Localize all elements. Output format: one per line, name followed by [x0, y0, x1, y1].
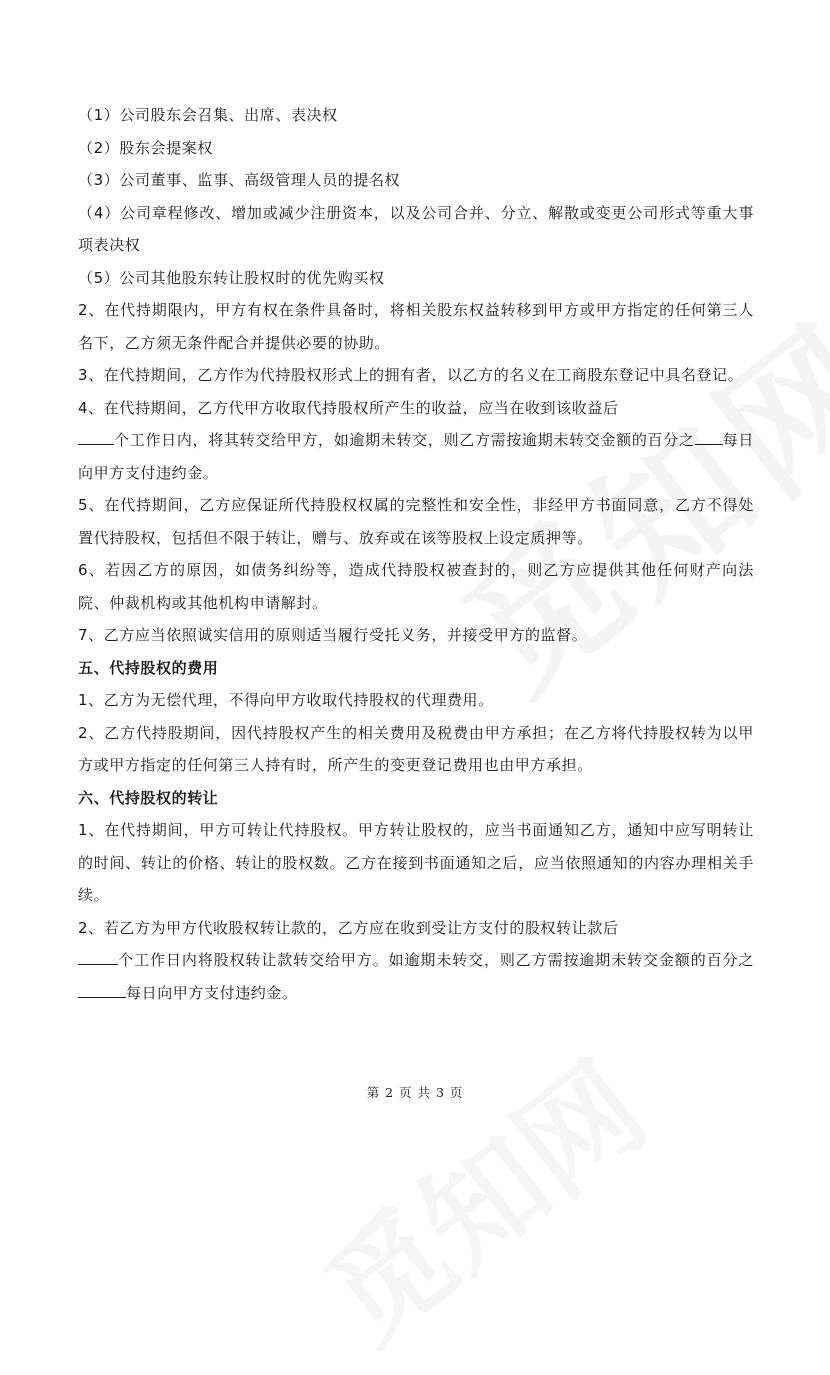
page-number: 第 2 页 共 3 页: [366, 1085, 464, 1100]
paragraph-6-2-line1: 2、若乙方为甲方代收股权转让款的，乙方应在收到受让方支付的股权转让款后: [78, 918, 619, 937]
paragraph: （3）公司董事、监事、高级管理人员的提名权: [78, 171, 401, 189]
paragraph: 2、乙方代持股期间，因代持股权产生的相关费用及税费由甲方承担；在乙方将代持股权转为以甲方或甲方指定的任何第三人持有时，所产生的变更登记费用也由甲方承担。: [78, 723, 754, 774]
paragraph: 7、乙方应当依照诚实信用的原则适当履行受托义务，并接受甲方的监督。: [78, 626, 588, 644]
blank-percent: [695, 426, 723, 445]
paragraph: 6、若因乙方的原因，如债务纠纷等，造成代持股权被查封的，则乙方应提供其他任何财产向法院、仲裁机构或其他机构申请解封。: [78, 561, 754, 612]
paragraph-4-end: 每日向甲方支付违约金。: [78, 431, 754, 482]
section-heading: 六、代持股权的转让: [78, 788, 219, 807]
paragraph: （2）股东会提案权: [78, 138, 213, 157]
blank-days: [78, 426, 114, 445]
paragraph-4: [78, 392, 754, 490]
paragraph-6-2-end: 每日向甲方支付违约金。: [126, 983, 298, 1002]
paragraph: 5、在代持期间，乙方应保证所代持股权权属的完整性和安全性，非经甲方书面同意，乙方不得处置代持股权，包括但不限于转让，赠与、放弃或在该等股权上设定质押等。: [78, 496, 754, 547]
paragraph-6-2: [78, 912, 754, 1010]
paragraph-4-line1: 4、在代持期间，乙方代甲方收取代持股权所产生的收益，应当在收到该收益后: [78, 398, 619, 417]
blank-percent: [78, 979, 126, 998]
watermark-bottom: [285, 1017, 675, 1374]
paragraph: （5）公司其他股东转让股权时的优先购买权: [78, 268, 385, 287]
paragraph: 1、在代持期间，甲方可转让代持股权。甲方转让股权的，应当书面通知乙方，通知中应写明转让的时间、转让的价格、转让的股权数。乙方在接到书面通知之后，应当依照通知的内容办理相关手续。: [78, 821, 754, 904]
paragraph-6-2-mid: 个工作日内将股权转让款转交给甲方。如逾期未转交，则乙方需按逾期未转交金额的百分之: [118, 951, 754, 969]
paragraph: 2、在代持期限内，甲方有权在条件具备时，将相关股东权益转移到甲方或甲方指定的任何第三人名下，乙方须无条件配合并提供必要的协助。: [78, 301, 754, 352]
paragraph: 1、乙方为无偿代理，不得向甲方收取代持股权的代理费用。: [78, 691, 494, 709]
paragraph: （4）公司章程修改、增加或减少注册资本，以及公司合并、分立、解散或变更公司形式等重大事项表决权: [78, 203, 754, 254]
paragraph: 3、在代持期间，乙方作为代持股权形式上的拥有者，以乙方的名义在工商股东登记中具名登记。: [78, 366, 744, 384]
document-body: [78, 99, 754, 1009]
blank-days: [78, 946, 118, 965]
section-heading: 五、代持股权的费用: [78, 658, 219, 677]
paragraph: （1）公司股东会召集、出席、表决权: [78, 106, 338, 124]
paragraph-4-mid: 个工作日内，将其转交给甲方，如逾期未转交，则乙方需按逾期未转交金额的百分之: [114, 431, 695, 449]
